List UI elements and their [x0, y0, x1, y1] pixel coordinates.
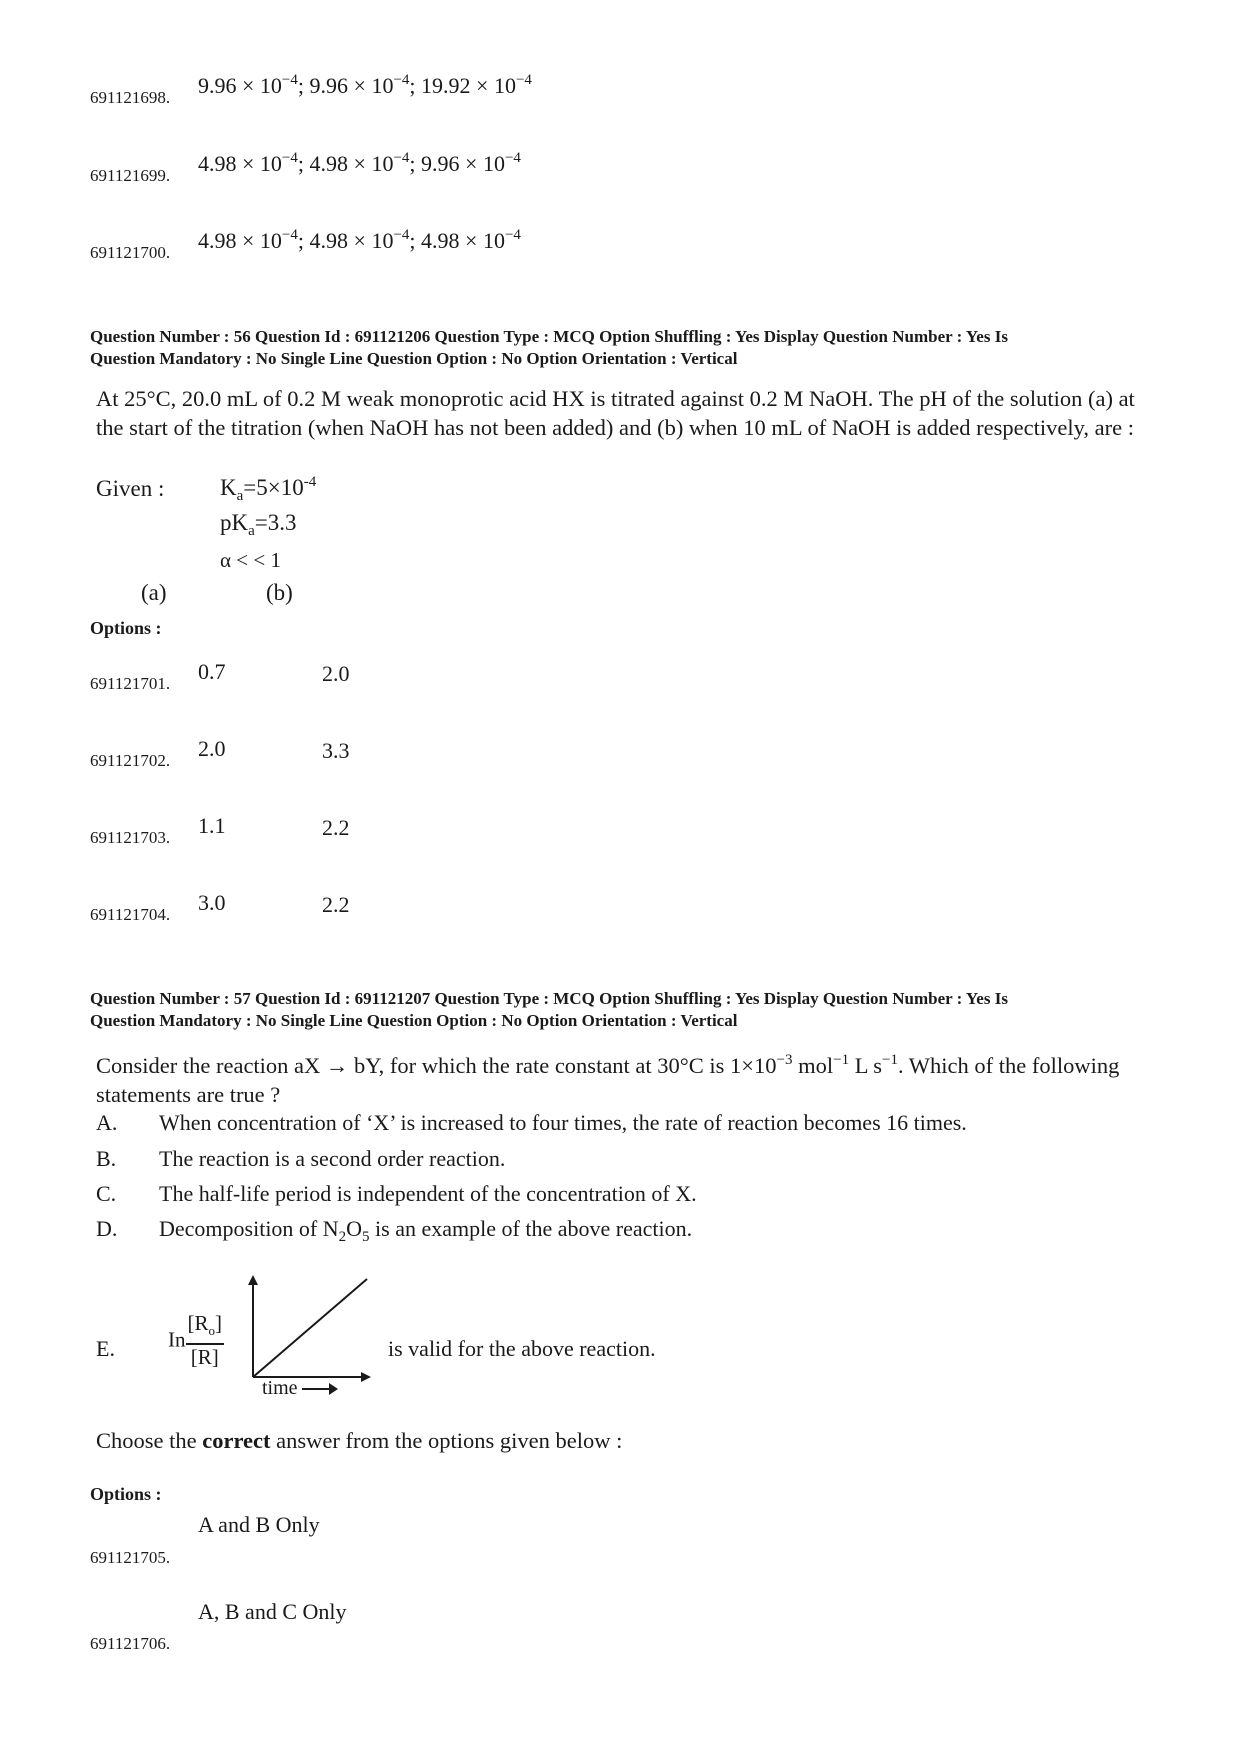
- option-id: 691121700.: [90, 243, 171, 262]
- statement-letter: D.: [96, 1216, 118, 1241]
- question-text: At 25°C, 20.0 mL of 0.2 M weak monoprotic acid HX is titrated against 0.2 M NaOH. The pH of the solution (a) at the start of the titration (when NaOH has not been added) and (b) when 10 mL of NaOH is added respectively, are :: [96, 386, 1135, 440]
- option-id: 691121706.: [90, 1634, 171, 1653]
- statement-text: The reaction is a second order reaction.: [159, 1146, 506, 1171]
- option-text[interactable]: A and B Only: [198, 1512, 320, 1537]
- given-label: Given :: [96, 476, 165, 501]
- option-a-value[interactable]: 3.0: [198, 890, 226, 915]
- question-meta: Question Number : 56 Question Id : 691121206 Question Type : MCQ Option Shuffling : Yes Display Question Number : Yes Is Question Mandatory : No Single Line Question Option : No Option Orientation : Vertical: [90, 327, 1008, 368]
- option-text[interactable]: $4.98 \times 10^{-4}$; $4.98 \times 10^{-4}$; $4.98 \times 10^{-4}$: [198, 227, 521, 253]
- option-id: 691121703.: [90, 828, 171, 847]
- question-text: Consider the reaction aX → bY, for which the rate constant at 30°C is $1\times 10^{-3}$ mol$^{-1}$ L $s^{-1}$. Which of the following statements are true ?: [96, 1052, 1120, 1107]
- statement-letter: E.: [96, 1336, 115, 1361]
- option-a-value[interactable]: 2.0: [198, 736, 226, 761]
- option-id: 691121698.: [90, 88, 171, 107]
- given-pka: $pK_a=3.3$: [220, 510, 297, 539]
- option-b-value[interactable]: 2.0: [322, 661, 350, 686]
- graph-y-label: In $\frac{[R_o]}{[R]}$: [168, 1311, 222, 1369]
- y-axis-arrowhead: [248, 1275, 258, 1285]
- statement-text: Decomposition of $N_2O_5$ is an example of the above reaction.: [159, 1216, 693, 1245]
- statement-letter: A.: [96, 1110, 118, 1135]
- question-meta: Question Number : 57 Question Id : 691121207 Question Type : MCQ Option Shuffling : Yes Display Question Number : Yes Is Question Mandatory : No Single Line Question Option : No Option Orientation : Vertical: [90, 989, 1008, 1030]
- option-b-value[interactable]: 2.2: [322, 815, 350, 840]
- option-id: 691121702.: [90, 751, 171, 770]
- option-id: 691121699.: [90, 166, 171, 185]
- statement-text: The half-life period is independent of the concentration of X.: [159, 1181, 697, 1206]
- option-text[interactable]: $9.96 \times 10^{-4}$; $9.96 \times 10^{-4}$; $19.92 \times 10^{-4}$: [198, 72, 532, 98]
- option-b-value[interactable]: 2.2: [322, 892, 350, 917]
- time-arrow-icon: [302, 1388, 336, 1390]
- options-label: Options :: [90, 618, 162, 638]
- option-a-value[interactable]: 1.1: [198, 813, 226, 838]
- graph-x-label: time: [262, 1377, 336, 1400]
- statement-text: When concentration of ‘X’ is increased to four times, the rate of reaction becomes 16 times.: [159, 1110, 967, 1135]
- option-id: 691121705.: [90, 1548, 171, 1567]
- option-id: 691121701.: [90, 674, 171, 693]
- options-label: Options :: [90, 1484, 162, 1504]
- option-id: 691121704.: [90, 905, 171, 924]
- column-b-label: (b): [266, 580, 293, 605]
- option-text[interactable]: A, B and C Only: [198, 1599, 347, 1624]
- option-b-value[interactable]: 3.3: [322, 738, 350, 763]
- statement-letter: B.: [96, 1146, 117, 1171]
- given-alpha: α < < 1: [220, 548, 281, 572]
- straight-line-plot: [253, 1279, 367, 1377]
- statement-letter: C.: [96, 1181, 117, 1206]
- option-text[interactable]: $4.98 \times 10^{-4}$; $4.98 \times 10^{-4}$; $9.96 \times 10^{-4}$: [198, 150, 521, 176]
- column-a-label: (a): [141, 580, 167, 605]
- instruction-text: Choose the correct answer from the options given below :: [96, 1428, 623, 1453]
- option-a-value[interactable]: 0.7: [198, 659, 226, 684]
- statement-text: is valid for the above reaction.: [388, 1336, 656, 1361]
- x-axis-arrowhead: [361, 1372, 371, 1382]
- given-ka: $K_a=5\times 10^{-4}$: [220, 474, 317, 504]
